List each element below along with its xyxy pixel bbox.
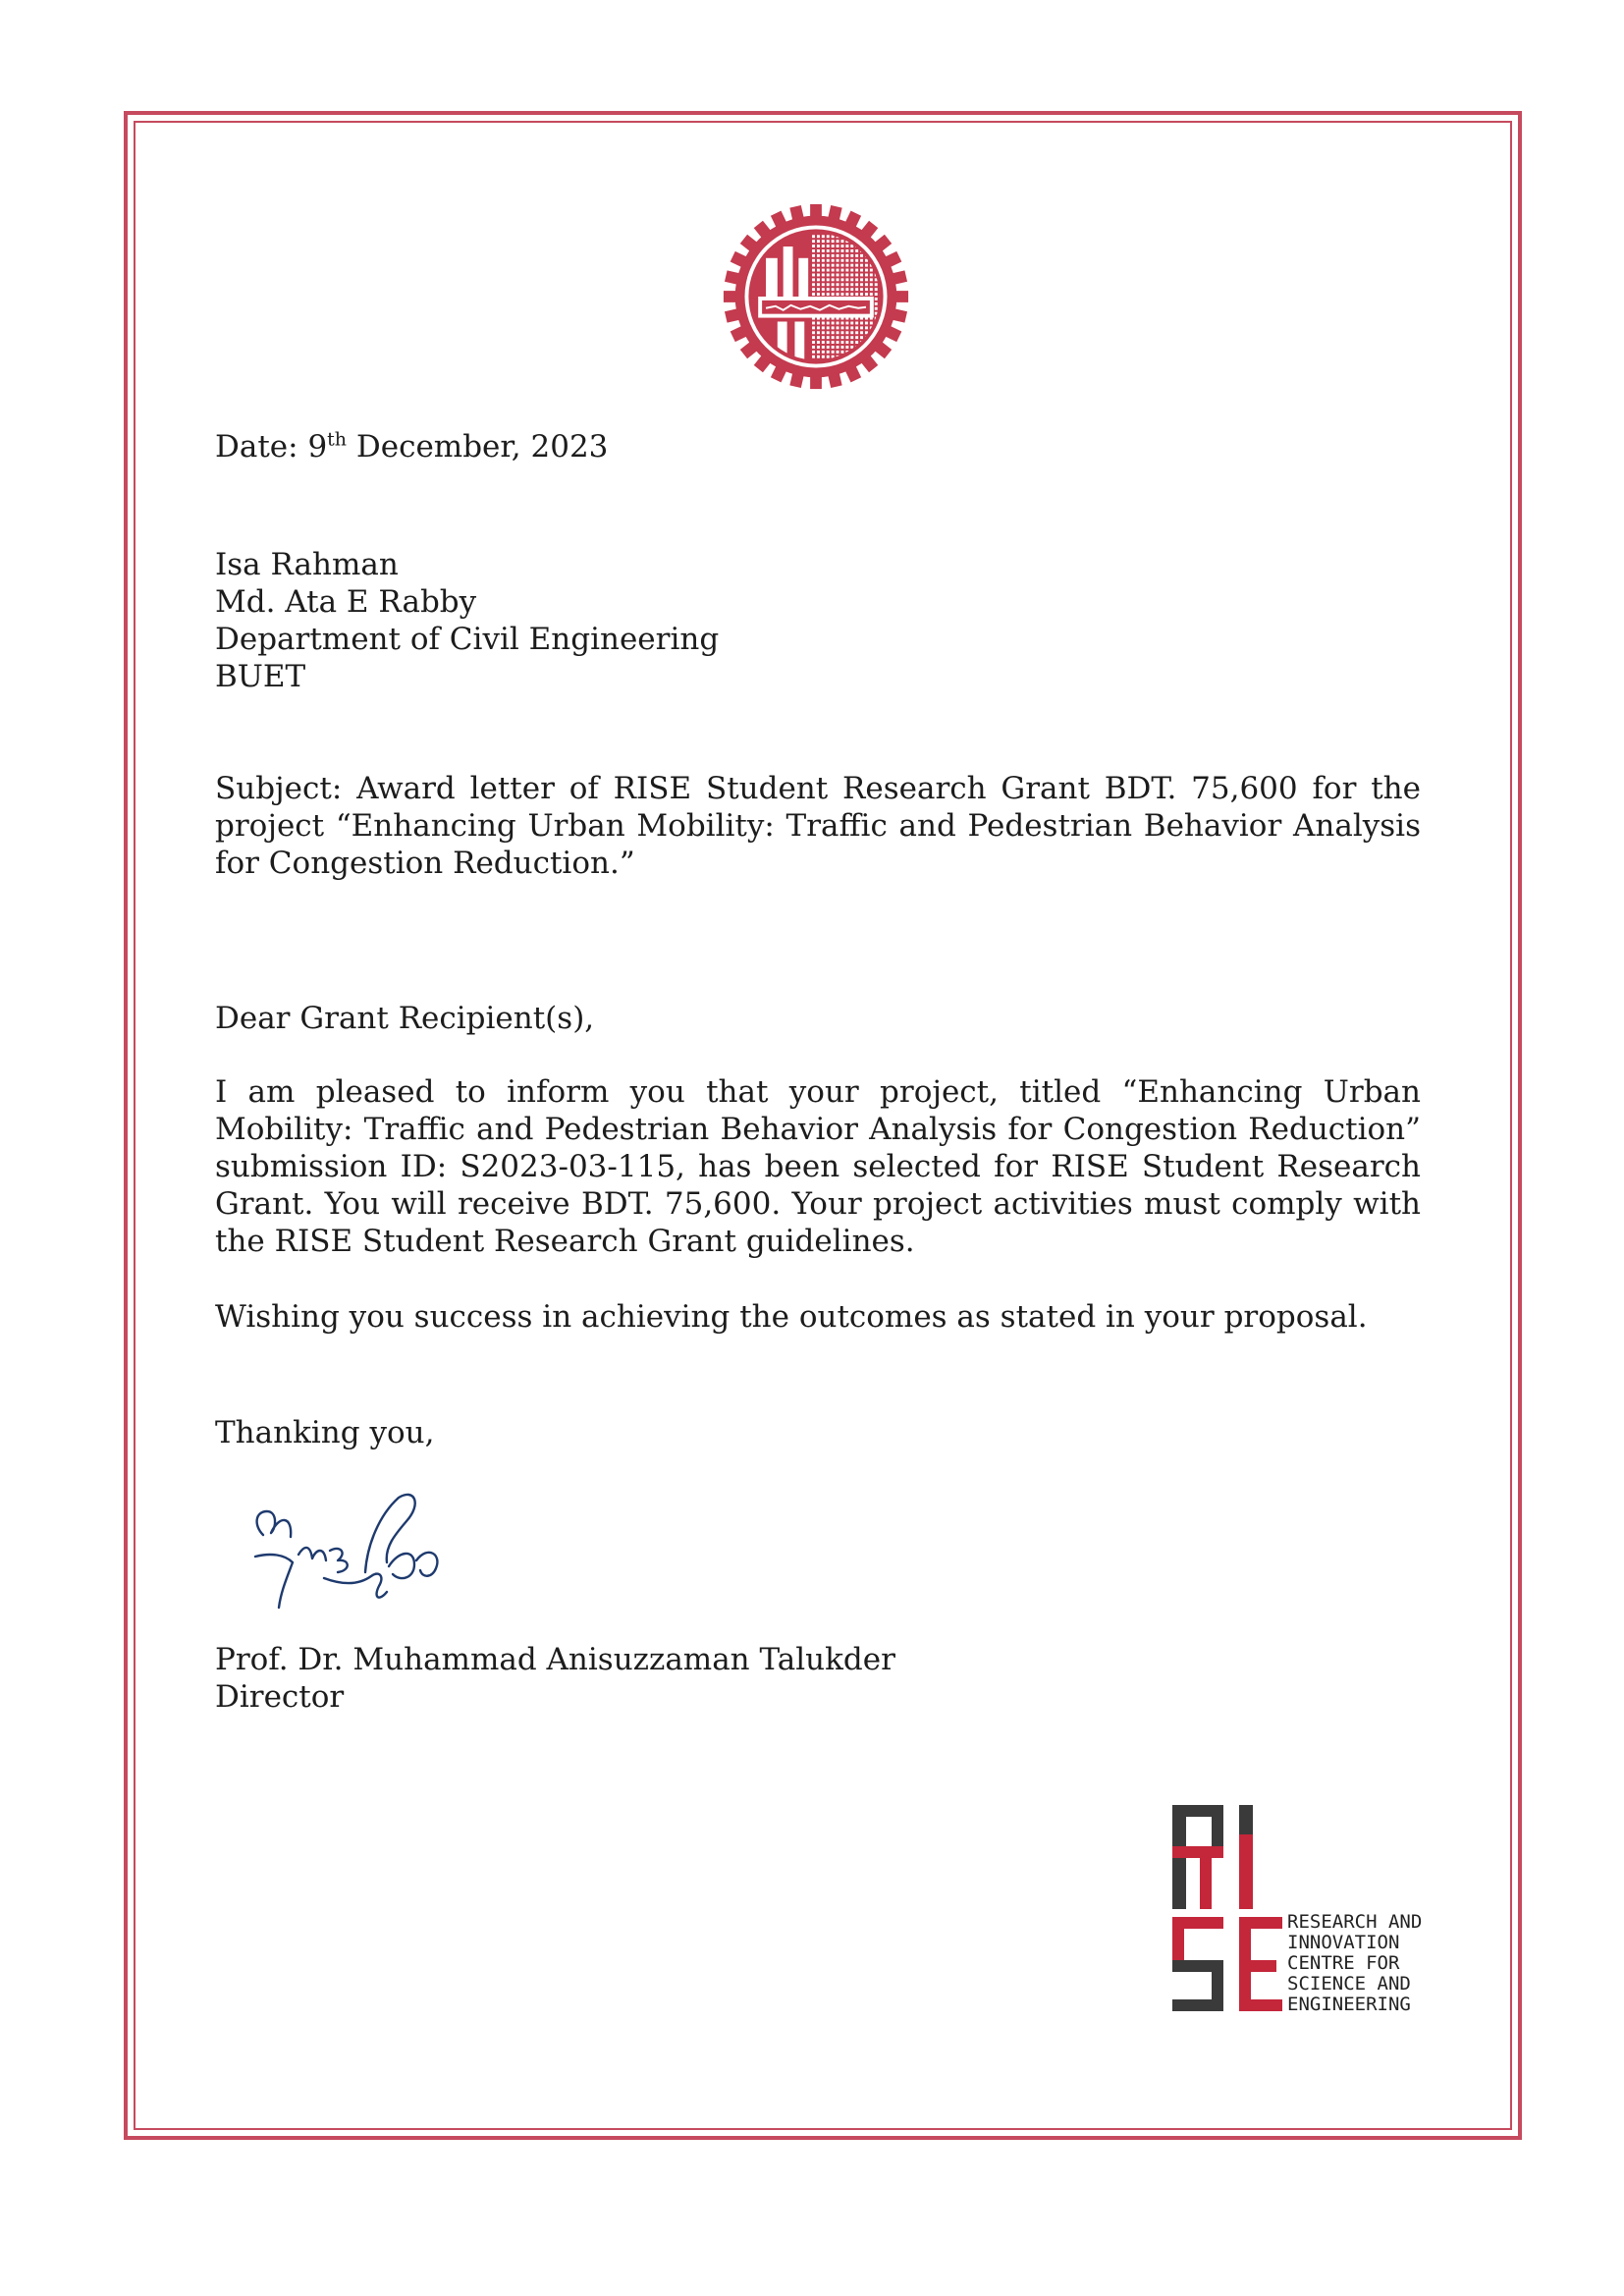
handwritten-signature [242,1476,473,1639]
rise-logo-letter-s [1172,1917,1223,2011]
recipient-address-block [215,546,719,695]
letter-body-paragraph: I am pleased to inform you that your project, titled “Enhancing Urban Mobility: Traffic and Pedestrian Behavior Analysis for Congestion Reduction” submission ID: S2023-03-115, has been selected for RISE Student Research Grant. You will receive BDT. 75,600. Your project activities must comply with the RISE Student Research Grant guidelines. [215,1074,1421,1259]
rise-wordmark-line: INNOVATION [1287,1932,1400,1953]
rise-wordmark-line: RESEARCH AND [1287,1911,1423,1933]
letter-date: Date: 9th December, 2023 [215,428,609,465]
rise-logo-letter-i [1239,1805,1253,1909]
rise-wordmark-line: SCIENCE AND [1287,1973,1411,1995]
letter-salutation: Dear Grant Recipient(s), [215,1001,595,1036]
signatory-block [215,1641,895,1716]
signatory-title: Director [215,1679,345,1715]
rise-wordmark-line: CENTRE FOR [1287,1952,1400,1974]
letter-subject: Subject: Award letter of RISE Student Research Grant BDT. 75,600 for the project “Enhancing Urban Mobility: Traffic and Pedestrian Behavior Analysis for Congestion Reduction.” [215,771,1421,881]
rise-logo-wordmark [1287,1912,1422,2015]
letter-closing: Thanking you, [215,1415,435,1450]
letter-wish-line: Wishing you success in achieving the outcomes as stated in your proposal. [215,1299,1368,1335]
signatory-name: Prof. Dr. Muhammad Anisuzzaman Talukder [215,1642,895,1677]
rise-logo-letter-e [1239,1917,1282,2011]
recipient-line: BUET [215,659,306,694]
recipient-line: Department of Civil Engineering [215,622,720,657]
rise-wordmark-line: ENGINEERING [1287,1994,1411,2015]
recipient-line: Isa Rahman [215,547,399,582]
university-seal-logo [720,200,912,393]
rise-logo-letter-r [1172,1805,1223,1909]
recipient-line: Md. Ata E Rabby [215,584,477,620]
